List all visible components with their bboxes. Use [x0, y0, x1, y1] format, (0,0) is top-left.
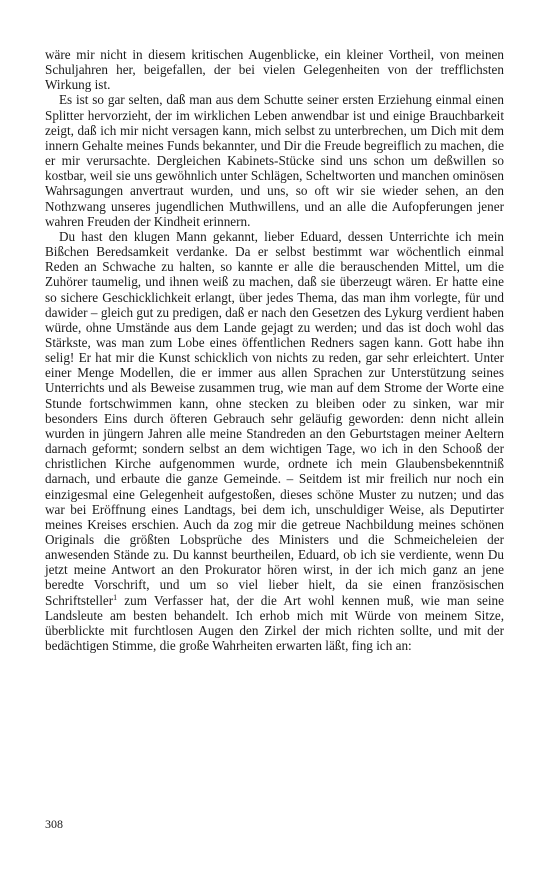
- paragraph-3: [45, 229, 504, 653]
- paragraph-3-text: Du hast den klugen Mann gekannt, lieber Eduard, dessen Unterrichte ich mein Bißchen Beredsamkeit verdanke. Da er selbst bestimmt war wöchentlich einmal Reden an Schwache zu halten, so kannte er alle die berauschenden Mittel, um die Zuhörer taumelig, und ihnen weiß zu machen, daß sie überzeugt wären. Er hatte eine so sichere Geschicklichkeit erlangt, über jedes Thema, das man ihm vorlegte, für und dawider – gleich gut zu predigen, daß er nach den Gesetzen des Lykurg verdient haben würde, ohne Umstände aus dem Lande gejagt zu werden; und das ist doch wohl das Stärkste, was man zum Lobe eines öffentlichen Redners sagen kann. Gott habe ihn selig! Er hat mir die Kunst schicklich von nichts zu reden, gar sehr erleichtert. Unter einer Menge Modellen, die er immer aus allen Sprachen zur Unterstützung seines Unterrichts und als Beweise zusammen trug, wie man auf dem Strome der Worte eine Stunde fortschwimmen kann, ohne stecken zu bleiben oder zu sinken, war mir besonders Eins durch öfteren Gebrauch sehr geläufig geworden: denn nicht allein wurden in jüngern Jahren alle meine Standreden an den Geburtstagen meiner Aeltern darnach geformt; sondern selbst an dem wichtigen Tage, wo ich in den Schooß der christlichen Kirche aufgenommen wurde, ordnete ich mein Glaubensbekenntniß darnach, und erbaute die ganze Gemeinde. – Seitdem ist mir freilich nur noch ein einzigesmal eine Gelegenheit aufgestoßen, dieses schöne Muster zu nutzen; und das war bei Eröffnung eines Landtags, bei dem ich, unschuldiger Weise, als Deputirter meines Kreises erschien. Auch da zog mir die getreue Nachbildung meines schönen Originals die größten Lobsprüche des Ministers und die Schmeicheleien der anwesenden Stände zu. Du kannst beurtheilen, Eduard, ob ich sie verdiente, wenn Du jetzt meine Antwort an den Prokurator hören wirst, in der ich mich ganz an jene beredte Vorschrift, und um so viel lieber hielt, da sie einen französischen Schriftsteller: [45, 228, 504, 608]
- footnote-reference: 1: [113, 592, 118, 602]
- paragraph-1: wäre mir nicht in diesem kritischen Augenblicke, ein kleiner Vortheil, von meinen Schuljahren her, beigefallen, der bei vielen Gelegenheiten von der trefflichsten Wirkung ist.: [45, 47, 504, 93]
- paragraph-2: Es ist so gar selten, daß man aus dem Schutte seiner ersten Erziehung einmal einen Splitter hervorzieht, der im wirklichen Leben anwendbar ist und einige Brauchbarkeit zeigt, daß ich mir nicht versagen kann, mich selbst zu unterbrechen, um Dich mit dem innern Gehalte meines Funds bekannter, und Dir die Freude begreiflich zu machen, die er mir verursachte. Dergleichen Kabinets-Stücke sind uns schon um deßwillen so kostbar, weil sie uns gewöhnlich unter Schlägen, Scheltworten und manchen ominösen Wahrsagungen anvertraut wurden, und uns, so oft wir sie wieder sehen, an den Nothzwang unseres jugendlichen Muthwillens, und an alle die Aufopferungen jener wahren Freuden der Kindheit erinnern.: [45, 92, 504, 229]
- page-number: 308: [45, 817, 63, 831]
- body-text: [45, 47, 504, 653]
- paragraph-3-continuation: zum Verfasser hat, der die Art wohl kennen muß, wie man seine Landsleute am besten behandelt. Ich erhob mich mit Würde von meinem Sitze, überblickte mit furchtlosen Augen den Zirkel der mich richten sollte, und mit der bedächtigen Stimme, die große Wahrheiten erwarten läßt, fing ich an:: [45, 592, 504, 654]
